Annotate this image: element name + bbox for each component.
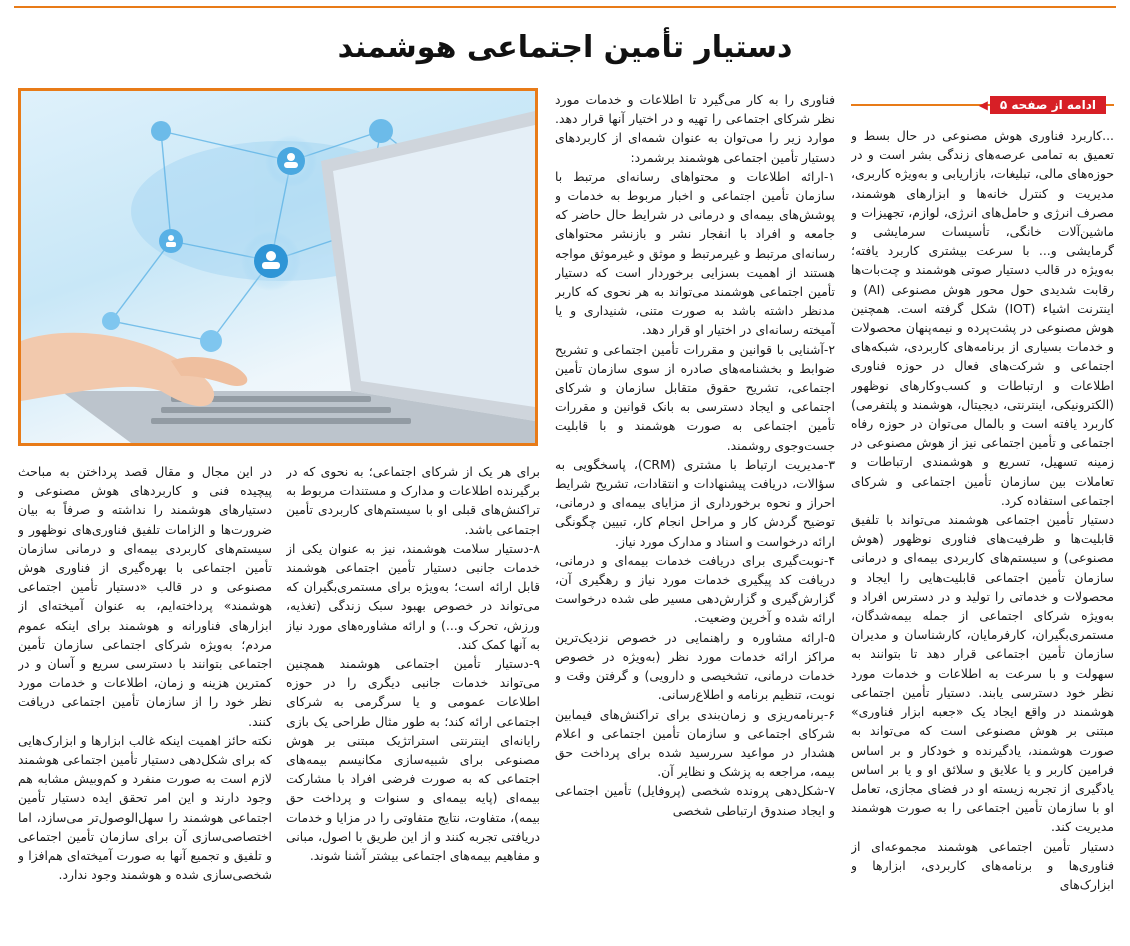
article-column-3 <box>286 462 540 898</box>
paragraph: ۳-مدیریت ارتباط با مشتری (CRM)، پاسخگویی به سؤالات، دریافت پیشنهادات و انتقادات، تشریح شرایط احراز و نحوه برخورداری از مزایای بیمه‌ای و درمانی، توضیح گردش کار و مراحل انجام کار، تبیین چگونگی ارائه درخواست و اسناد و مدارک مورد نیاز. <box>555 456 835 549</box>
paragraph: نکته حائز اهمیت اینکه غالب ابزارها و ابزارک‌هایی که برای شکل‌دهی دستیار تأمین اجتماعی هوشمند لازم است به صورت منفرد و کم‌وبیش مشابه هم وجود دارند و این امر تحقق ایده دستیار تأمین اجتماعی هوشمند را سهل‌الوصول‌تر می‌سازد، اما اختصاصی‌سازی آن برای سازمان تأمین اجتماعی و تلفیق و تجمیع آنها به صورت آمیخته‌ای هم‌افزا و شخصی‌سازی شده و هوشمند وجود ندارد. <box>18 732 272 883</box>
laptop-network-icon <box>21 91 535 443</box>
paragraph: ۷-شکل‌دهی پرونده شخصی (پروفایل) تأمین اجتماعی و ایجاد صندوق ارتباطی شخصی <box>555 783 835 818</box>
top-rule <box>14 6 1116 8</box>
article-column-1 <box>851 126 1114 932</box>
paragraph: دستیار تأمین اجتماعی هوشمند مجموعه‌ای از فناوری‌ها و برنامه‌های کاربردی، ابزارها و ابزارک‌های <box>851 838 1114 892</box>
paragraph: ۲-آشنایی با قوانین و مقررات تأمین اجتماعی و تشریح ضوابط و بخشنامه‌های صادره از سوی سازمان تأمین اجتماعی، تشریح حقوق متقابل سازمان و شرکای اجتماعی و ایجاد دسترسی به بانک قوانین و مقررات تأمین اجتماعی به صورت هوشمند و با قابلیت جست‌وجوی روشمند. <box>555 341 835 453</box>
continued-label: ادامه از صفحه ۵ <box>990 96 1106 114</box>
paragraph: ...کاربرد فناوری هوش مصنوعی در حال بسط و تعمیق به تمامی عرصه‌های زندگی بشر است و در حوزه‌های مالی، تبلیغات، بازاریابی و به‌ویژه کاربری، مدیریت و کنترل خانه‌ها و ابزارهای هوشمند، مصرف انرژی و حامل‌های انرژی، لوازم، تجهیزات و ماشین‌آلات خانگی، تأسیسات سرمایشی و گرمایشی و... با سرعت بیشتری کاربرد یافته؛ به‌ویژه در قالب دستیار صوتی هوشمند و چت‌بات‌ها رقابت شدیدی حول محور هوش مصنوعی (AI) و اینترنت اشیاء (IOT) شکل گرفته است. همچنین هوش مصنوعی در پشت‌پرده و نیمه‌پنهان محصولات و خدمات بسیاری از برنامه‌های کاربردی، شبکه‌های اجتماعی و شرکت‌های فعال در حوزه فناوری اطلاعات و ارتباطات و کسب‌وکارهای نوظهور (الکترونیکی، اینترنتی، دیجیتال، هوشمند و پلتفرمی) کاربرد یافته است و بالمال می‌توان در حوزه رفاه اجتماعی و تأمین اجتماعی نیز از هوش مصنوعی در زمینه تسهیل، تسریع و هوشمندی ارتباطات و تعاملات بین سازمان تأمین اجتماعی و شرکای اجتماعی استفاده کرد. <box>851 128 1114 508</box>
paragraph: ۴-نوبت‌گیری برای دریافت خدمات بیمه‌ای و درمانی، دریافت کد پیگیری خدمات مورد نیاز و رهگیری آن، گزارش‌گیری و گزارش‌دهی مسیر طی شده درخواست ارائه شده و آخرین وضعیت. <box>555 552 835 626</box>
paragraph: فناوری را به کار می‌گیرد تا اطلاعات و خدمات مورد نظر شرکای اجتماعی را تهیه و در اختیار آنها قرار دهد. موارد زیر را می‌توان به عنوان شمه‌ای از کاربردهای دستیار تأمین اجتماعی هوشمند برشمرد: <box>555 92 835 165</box>
article-column-4 <box>18 462 272 898</box>
paragraph: ۹-دستیار تأمین اجتماعی هوشمند همچنین می‌تواند خدمات جانبی دیگری را در حوزه اطلاعات عمومی و یا سرگرمی به شرکای اجتماعی ارائه کند؛ به طور مثال طراحی یک بازی رایانه‌ای اینترنتی استراتژیک مبتنی بر هوش مصنوعی برای شبیه‌سازی مکانیسم بیمه‌های اجتماعی که به صورت فرضی افراد با مشارکت بیمه‌ای (پایه بیمه‌ای و سنوات و پرداخت حق بیمه)، متفاوت، نتایج متفاوتی را در مزایا و خدمات دریافتی تجربه کنند و از این طریق با اصول، مبانی و مفاهیم بیمه‌های اجتماعی بیشتر آشنا شوند. <box>286 656 540 864</box>
paragraph: در این مجال و مقال قصد پرداختن به مباحث پیچیده فنی و کاربردهای هوش مصنوعی و دستیارهای هوشمند را نداشته و صرفاً به بیان ضرورت‌ها و الزامات تلفیق فناوری‌های نوظهور و سیستم‌های کاربردی بیمه‌ای و درمانی سازمان تأمین اجتماعی با بهره‌گیری از فناوری هوش مصنوعی و در قالب «دستیار تأمین اجتماعی هوشمند» پرداخته‌ایم، به عنوان آمیخته‌ای از ابزارهای فناورانه و هوشمند برای اینکه عموم مردم؛ به‌ویژه شرکای اجتماعی سازمان تأمین اجتماعی بتوانند با دسترسی سریع و آسان و در کمترین هزینه و زمان، اطلاعات و خدمات مورد نظر خود را از سازمان تأمین اجتماعی دریافت کنند. <box>18 464 272 729</box>
page-title: دستیار تأمین اجتماعی هوشمند <box>337 30 793 65</box>
paragraph: ۵-ارائه مشاوره و راهنمایی در خصوص نزدیک‌ترین مراکز ارائه خدمات مورد نظر (به‌ویژه در خصوص خدمات درمانی، تشخیصی و دارویی) و گرفتن وقت و نوبت، تنظیم برنامه و اطلاع‌رسانی. <box>555 629 835 703</box>
paragraph: ۸-دستیار سلامت هوشمند، نیز به عنوان یکی از خدمات جانبی دستیار تأمین اجتماعی هوشمند قابل ارائه است؛ به‌ویژه برای مستمری‌بگیران که می‌تواند در خصوص بهبود سبک زندگی (تغذیه، ورزش، تحرک و...) و ارائه مشاوره‌های مورد نیاز به آنها کمک کند. <box>286 540 540 652</box>
paragraph: برای هر یک از شرکای اجتماعی؛ به نحوی که در برگیرنده اطلاعات و مدارک و مستندات مربوط به تراکنش‌های قبلی او با سیستم‌های کاربردی تأمین اجتماعی باشد. <box>286 464 540 537</box>
article-column-2 <box>555 90 835 896</box>
paragraph: ۱-ارائه اطلاعات و محتواهای رسانه‌ای مرتبط با سازمان تأمین اجتماعی و اخبار مربوط به خدمات و پوشش‌های بیمه‌ای و درمانی در شرایط حال حاضر که جامعه و افراد با انفجار نشر و بازنشر محتواهای رسانه‌ای مرتبط و غیرمرتبط و موثق و غیرموثق مواجه هستند از اهمیت بسزایی برخوردار است که دستیار تأمین اجتماعی هوشمند می‌تواند به هر نحوی که کاربر مدنظر داشته باشد به صورت متنی، شنیداری و یا آمیخته رسانه‌ای در اختیار او قرار دهد. <box>555 168 835 338</box>
article-photo <box>18 88 538 446</box>
continued-from-header <box>851 94 1114 116</box>
paragraph: دستیار تأمین اجتماعی هوشمند می‌تواند با تلفیق قابلیت‌ها و ظرفیت‌های فناوری نوظهور (هوش مصنوعی) و سیستم‌های کاربردی بیمه‌ای و درمانی سازمان تأمین اجتماعی قابلیت‌هایی را ایجاد و محصولات و خدماتی را تولید و در دسترس افراد و به‌ویژه شرکای اجتماعی از جمله بیمه‌شدگان، مستمری‌بگیران، کارفرمایان، کارشناسان و مدیران سازمان تأمین اجتماعی قرار دهد تا بتوانند به سهولت و با سرعت به اطلاعات و خدمات مورد نظر خود دسترسی یابند. دستیار تأمین اجتماعی هوشمند در واقع ایجاد یک «جعبه ابزار فناوری» مبتنی بر هوش مصنوعی است که می‌تواند به صورت هوشمند، یادگیرنده و خودکار و بر اساس فرامین کاربر و یا علایق و سلائق او و یا بر اساس یادگیری از تجربه زیسته او در فضای مجازی، تعامل او با سازمان تأمین اجتماعی را به صورت هوشمند مدیریت کند. <box>851 512 1114 835</box>
arrow-left-icon: ◀ <box>978 98 988 112</box>
paragraph: ۶-برنامه‌ریزی و زمان‌بندی برای تراکنش‌های فیمابین شرکای اجتماعی و سازمان تأمین اجتماعی و اعلام هشدار در مواعید سررسید شده برای پرداخت حق بیمه، مراجعه به پزشک و نظایر آن. <box>555 706 835 780</box>
